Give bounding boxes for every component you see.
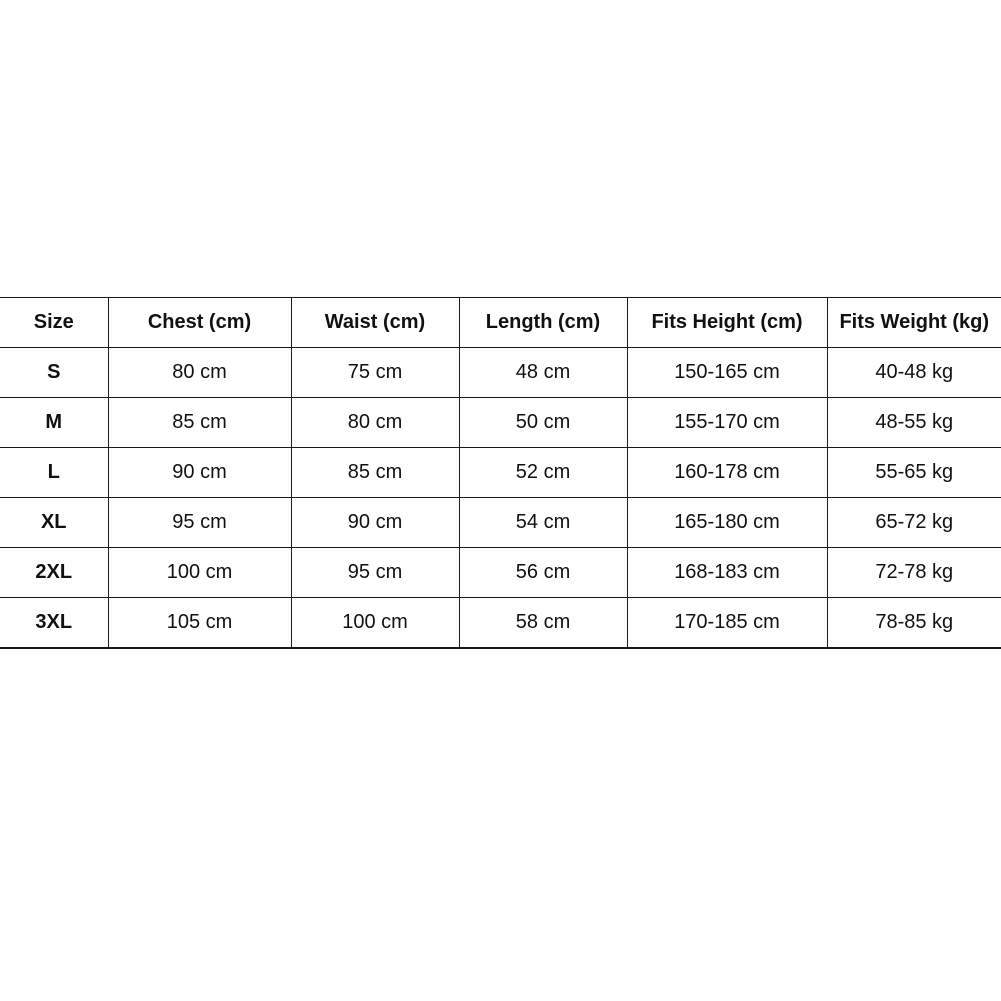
waist-cell: 95 cm bbox=[291, 548, 459, 598]
length-cell: 52 cm bbox=[459, 448, 627, 498]
table-row bbox=[0, 448, 1001, 498]
fits-height-cell: 165-180 cm bbox=[627, 498, 827, 548]
length-cell: 50 cm bbox=[459, 398, 627, 448]
waist-cell: 85 cm bbox=[291, 448, 459, 498]
table-body bbox=[0, 348, 1001, 649]
size-cell: S bbox=[0, 348, 108, 398]
size-cell: XL bbox=[0, 498, 108, 548]
size-chart-table bbox=[0, 297, 1001, 649]
waist-cell: 75 cm bbox=[291, 348, 459, 398]
size-cell: M bbox=[0, 398, 108, 448]
header-size: Size bbox=[0, 298, 108, 348]
header-length: Length (cm) bbox=[459, 298, 627, 348]
chest-cell: 90 cm bbox=[108, 448, 291, 498]
size-cell: 2XL bbox=[0, 548, 108, 598]
chest-cell: 105 cm bbox=[108, 598, 291, 649]
header-chest: Chest (cm) bbox=[108, 298, 291, 348]
header-row bbox=[0, 298, 1001, 348]
length-cell: 54 cm bbox=[459, 498, 627, 548]
waist-cell: 100 cm bbox=[291, 598, 459, 649]
fits-height-cell: 170-185 cm bbox=[627, 598, 827, 649]
table-header bbox=[0, 298, 1001, 348]
fits-weight-cell: 78-85 kg bbox=[827, 598, 1001, 649]
fits-weight-cell: 48-55 kg bbox=[827, 398, 1001, 448]
length-cell: 48 cm bbox=[459, 348, 627, 398]
table-row bbox=[0, 598, 1001, 649]
size-cell: L bbox=[0, 448, 108, 498]
waist-cell: 80 cm bbox=[291, 398, 459, 448]
length-cell: 56 cm bbox=[459, 548, 627, 598]
length-cell: 58 cm bbox=[459, 598, 627, 649]
waist-cell: 90 cm bbox=[291, 498, 459, 548]
header-waist: Waist (cm) bbox=[291, 298, 459, 348]
table-row bbox=[0, 398, 1001, 448]
table-row bbox=[0, 498, 1001, 548]
fits-height-cell: 160-178 cm bbox=[627, 448, 827, 498]
chest-cell: 80 cm bbox=[108, 348, 291, 398]
fits-height-cell: 168-183 cm bbox=[627, 548, 827, 598]
fits-weight-cell: 72-78 kg bbox=[827, 548, 1001, 598]
fits-weight-cell: 65-72 kg bbox=[827, 498, 1001, 548]
table-row bbox=[0, 348, 1001, 398]
chest-cell: 95 cm bbox=[108, 498, 291, 548]
header-fits-weight: Fits Weight (kg) bbox=[827, 298, 1001, 348]
fits-weight-cell: 55-65 kg bbox=[827, 448, 1001, 498]
header-fits-height: Fits Height (cm) bbox=[627, 298, 827, 348]
fits-height-cell: 155-170 cm bbox=[627, 398, 827, 448]
fits-height-cell: 150-165 cm bbox=[627, 348, 827, 398]
chest-cell: 100 cm bbox=[108, 548, 291, 598]
chest-cell: 85 cm bbox=[108, 398, 291, 448]
table-row bbox=[0, 548, 1001, 598]
size-cell: 3XL bbox=[0, 598, 108, 649]
fits-weight-cell: 40-48 kg bbox=[827, 348, 1001, 398]
